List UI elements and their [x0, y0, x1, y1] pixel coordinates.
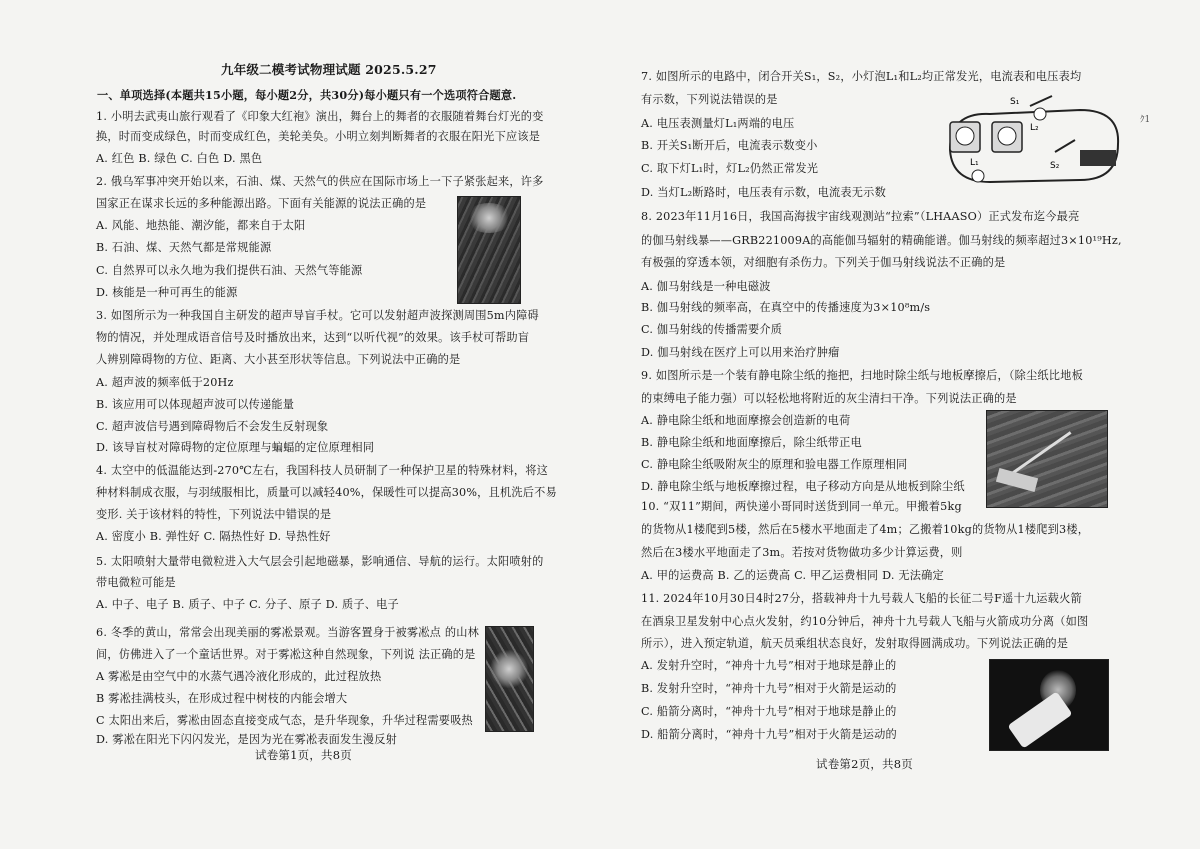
text-line: B. 静电除尘纸和地面摩擦后，除尘纸带正电: [641, 436, 862, 449]
text-line: B 雾凇挂满枝头，在形成过程中树枝的内能会增大: [96, 692, 348, 705]
text-line: 8. 2023年11月16日，我国高海拔宇宙线观测站“拉索”（LHAASO）正式发布迄今最亮: [641, 210, 1080, 223]
text-line: 3. 如图所示为一种我国自主研发的超声导盲手杖。它可以发射超声波探测周围5m内障碍: [96, 309, 539, 322]
text-line: A. 静电除尘纸和地面摩擦会创造新的电荷: [641, 414, 851, 427]
text-line: A 雾凇是由空气中的水蒸气遇冷液化形成的，此过程放热: [96, 670, 382, 683]
text-line: C. 超声波信号遇到障碍物后不会发生反射现象: [96, 420, 329, 433]
text-line: A. 甲的运费高 B. 乙的运费高 C. 甲乙运费相同 D. 无法确定: [641, 569, 944, 582]
page-1-footer: 试卷第1页，共8页: [255, 748, 352, 762]
text-line: 1. 小明去武夷山旅行观看了《印象大红袍》演出，舞台上的舞者的衣服随着舞台灯光的变: [96, 110, 544, 123]
text-line: 带电微粒可能是: [96, 576, 176, 589]
text-line: 5. 太阳喷射大量带电微粒进入大气层会引起地磁暴，影响通信、导航的运行。太阳喷射的: [96, 555, 544, 568]
text-line: C 太阳出来后，雾凇由固态直接变成气态，是升华现象，升华过程需要吸热: [96, 714, 473, 727]
text-line: 9. 如图所示是一个装有静电除尘纸的拖把，扫地时除尘纸与地板摩擦后，（除尘纸比地板: [641, 369, 1083, 382]
text-line: 7. 如图所示的电路中，闭合开关S₁，S₂，小灯泡L₁和L₂均正常发光，电流表和电压表均: [641, 70, 1082, 83]
text-line: D. 核能是一种可再生的能源: [96, 286, 238, 299]
text-line: A. 超声波的频率低于20Hz: [96, 376, 234, 389]
ultrasonic-cane-photo: [457, 196, 521, 304]
text-line: B. 发射升空时，“神舟十九号”相对于火箭是运动的: [641, 682, 897, 695]
text-line: B. 伽马射线的频率高，在真空中的传播速度为3×10⁸m/s: [641, 301, 931, 314]
text-line: C. 船箭分离时，“神舟十九号”相对于地球是静止的: [641, 705, 897, 718]
text-line: A. 电压表测量灯L₁两端的电压: [641, 117, 795, 130]
text-line: A. 红色 B. 绿色 C. 白色 D. 黑色: [96, 152, 263, 165]
text-line: B. 开关S₁断开后，电流表示数变小: [641, 139, 818, 152]
text-line: 所示），进入预定轨道，航天员乘组状态良好，发射取得圆满成功。下列说法正确的是: [641, 637, 1069, 650]
label-s1: S₁: [1010, 97, 1020, 107]
text-line: 11. 2024年10月30日4时27分，搭载神舟十九号载人飞船的长征二号F遥十九运载火箭: [641, 592, 1082, 605]
text-line: C. 自然界可以永久地为我们提供石油、天然气等能源: [96, 264, 363, 277]
text-line: 10. “双11”期间，两快递小哥同时送货到同一单元。甲搬着5kg: [641, 500, 962, 513]
text-line: B. 该应用可以体现超声波可以传递能量: [96, 398, 295, 411]
text-line: B. 石油、煤、天然气都是常规能源: [96, 241, 272, 254]
mop-photo: [986, 410, 1108, 508]
circuit-diagram: [930, 92, 1130, 200]
text-line: 物的情况，并处理成语音信号及时播放出来，达到“以听代视”的效果。该手杖可帮助盲: [96, 331, 530, 344]
text-line: 6. 冬季的黄山，常常会出现美丽的雾凇景观。当游客置身于被雾凇点 的山林: [96, 626, 479, 639]
text-line: D. 雾凇在阳光下闪闪发光，是因为光在雾凇表面发生漫反射: [96, 733, 397, 746]
text-line: D. 船箭分离时，“神舟十九号”相对于火箭是运动的: [641, 728, 897, 741]
text-line: A. 发射升空时，“神舟十九号”相对于地球是静止的: [641, 659, 897, 672]
text-line: 2. 俄乌军事冲突开始以来，石油、煤、天然气的供应在国际市场上一下子紧张起来，许多: [96, 175, 544, 188]
text-line: D. 伽马射线在医疗上可以用来治疗肿瘤: [641, 346, 840, 359]
text-line: 4. 太空中的低温能达到-270℃左右，我国科技人员研制了一种保护卫星的特殊材料，将这: [96, 464, 549, 477]
page-2-footer: 试卷第2页，共8页: [816, 757, 913, 771]
label-l1: L₁: [970, 158, 979, 168]
text-line: 种材料制成衣服，与羽绒服相比，质量可以减轻40%，保暖性可以提高30%，且机洗后不易: [96, 486, 557, 499]
label-s2: S₂: [1050, 161, 1060, 171]
text-line: D. 静电除尘纸与地板摩擦过程，电子移动方向是从地板到除尘纸: [641, 480, 965, 493]
rocket-separation-photo: [989, 659, 1109, 751]
section-heading: 一、单项选择(本题共15小题，每小题2分，共30分)每小题只有一个选项符合题意.: [97, 88, 517, 102]
text-line: 有极强的穿透本领，对细胞有杀伤力。下列关于伽马射线说法不正确的是: [641, 256, 1006, 269]
page-2: [600, 0, 1200, 849]
text-line: 变形. 关于该材料的特性，下列说法中错误的是: [96, 508, 332, 521]
text-line: D. 该导盲杖对障碍物的定位原理与蝙蝠的定位原理相同: [96, 441, 375, 454]
text-line: 的束缚电子能力强）可以轻松地将附近的灰尘清扫干净。下列说法正确的是: [641, 392, 1017, 405]
text-line: 的货物从1楼爬到5楼，然后在5楼水平地面走了4m；乙搬着10kg的货物从1楼爬到3楼，: [641, 523, 1090, 536]
text-line: A. 密度小 B. 弹性好 C. 隔热性好 D. 导热性好: [96, 530, 331, 543]
text-line: A. 中子、电子 B. 质子、中子 C. 分子、原子 D. 质子、电子: [96, 598, 399, 611]
text-line: C. 取下灯L₁时，灯L₂仍然正常发光: [641, 162, 819, 175]
text-line: D. 当灯L₂断路时，电压表有示数，电流表无示数: [641, 186, 886, 199]
text-line: A. 风能、地热能、潮汐能，都来自于太阳: [96, 219, 306, 232]
text-line: 间，仿佛进入了一个童话世界。对于雾凇这种自然现象，下列说 法正确的是: [96, 648, 476, 661]
rime-photo: [485, 626, 534, 732]
text-line: 的伽马射线暴——GRB221009A的高能伽马辐射的精确能谱。伽马射线的频率超过3×10¹⁹Hz,: [641, 234, 1122, 247]
text-line: A. 伽马射线是一种电磁波: [641, 280, 771, 293]
text-line: 然后在3楼水平地面走了3m。若按对货物做功多少计算运费，则: [641, 546, 963, 559]
label-l2: L₂: [1030, 123, 1039, 133]
text-line: 国家正在谋求长远的多种能源出路。下面有关能源的说法正确的是: [96, 197, 427, 210]
text-line: 在酒泉卫星发射中心点火发射，约10分钟后，神舟十九号载人飞船与火箭成功分离（如图: [641, 615, 1089, 628]
edge-mark: ｸ1: [1140, 115, 1151, 125]
text-line: C. 伽马射线的传播需要介质: [641, 323, 783, 336]
text-line: 人辨别障碍物的方位、距离、大小甚至形状等信息。下列说法中正确的是: [96, 353, 461, 366]
text-line: 有示数，下列说法错误的是: [641, 93, 778, 106]
exam-title: 九年级二模考试物理试题 2025.5.27: [221, 62, 437, 77]
text-line: C. 静电除尘纸吸附灰尘的原理和验电器工作原理相同: [641, 458, 908, 471]
text-line: 换，时而变成绿色，时而变成红色，美轮美奂。小明立刻判断舞者的衣服在阳光下应该是: [96, 130, 541, 143]
